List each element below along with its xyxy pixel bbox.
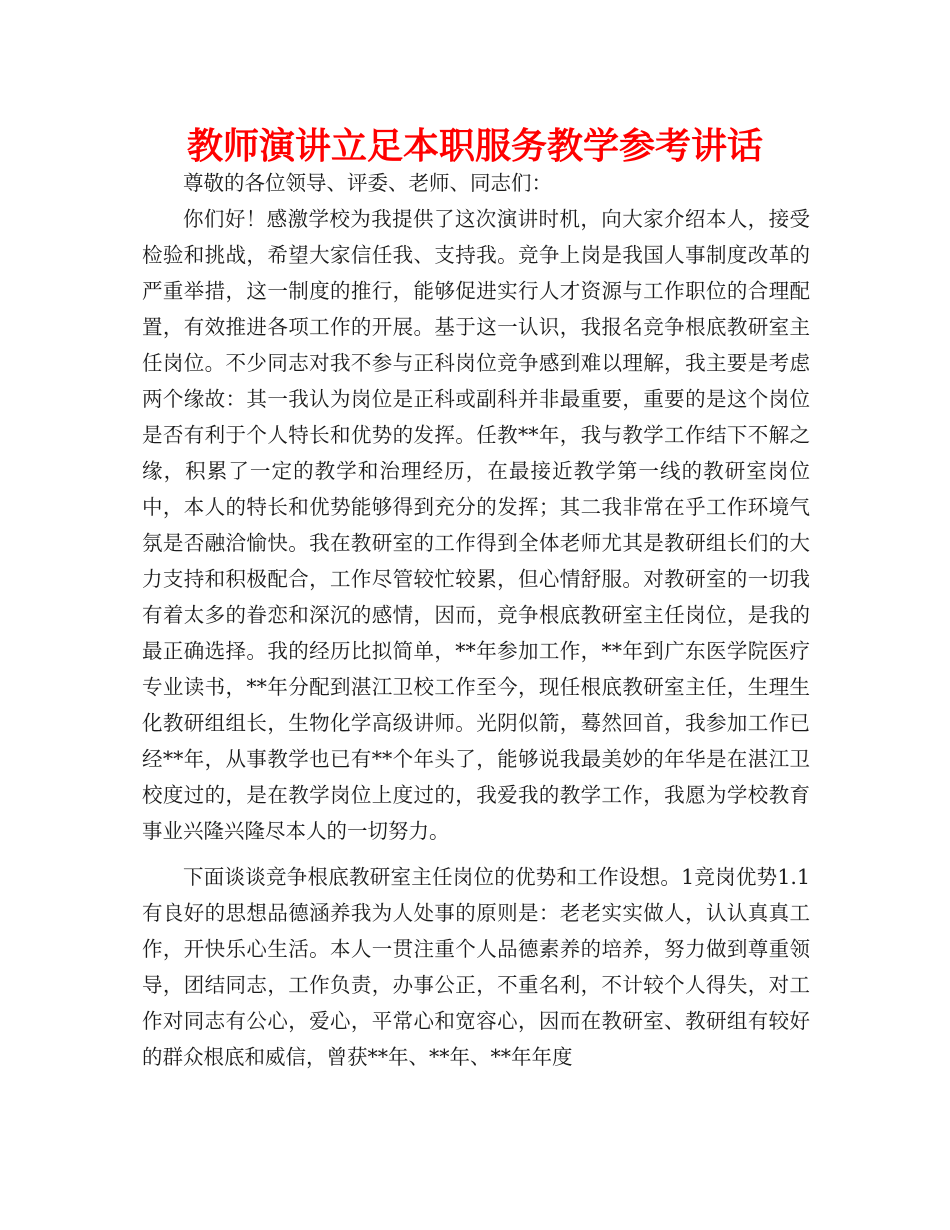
- body-paragraph-1: 你们好！感激学校为我提供了这次演讲时机，向大家介绍本人，接受检验和挑战，希望大家信任我、支持我。竞争上岗是我国人事制度改革的严重举措，这一制度的推行，能够促进实行人才资源与工作职位的合理配置，有效推进各项工作的开展。基于这一认识，我报名竞争根底教研室主任岗位。不少同志对我不参与正科岗位竞争感到难以理解，我主要是考虑两个缘故：其一我认为岗位是正科或副科并非最重要，重要的是这个岗位是否有利于个人特长和优势的发挥。任教**年，我与教学工作结下不解之缘，积累了一定的教学和治理经历，在最接近教学第一线的教研室岗位中，本人的特长和优势能够得到充分的发挥；其二我非常在乎工作环境气氛是否融洽愉快。我在教研室的工作得到全体老师尤其是教研组长们的大力支持和积极配合，工作尽管较忙较累，但心情舒服。对教研室的一切我有着太多的眷恋和深沉的感情，因而，竞争根底教研室主任岗位，是我的最正确选择。我的经历比拟简单，**年参加工作，**年到广东医学院医疗专业读书，**年分配到湛江卫校工作至今，现任根底教研室主任，生理生化教研组组长，生物化学高级讲师。光阴似箭，蓦然回首，我参加工作已经**年，从事教学也已有**个年头了，能够说我最美妙的年华是在湛江卫校度过的，是在教学岗位上度过的，我爱我的教学工作，我愿为学校教育事业兴隆兴隆尽本人的一切努力。: [142, 207, 810, 843]
- body-paragraph-2: 下面谈谈竞争根底教研室主任岗位的优势和工作设想。1竞岗优势1.1有良好的思想品德涵养我为人处事的原则是：老老实实做人，认认真真工作，开快乐心生活。本人一贯注重个人品德素养的培养，努力做到尊重领导，团结同志，工作负责，办事公正，不重名利，不计较个人得失，对工作对同志有公心，爱心，平常心和宽容心，因而在教研室、教研组有较好的群众根底和威信，曾获**年、**年、**年年度: [142, 865, 810, 1069]
- salutation-paragraph: 尊敬的各位领导、评委、老师、同志们：: [183, 171, 552, 195]
- document-body: [142, 165, 810, 1075]
- document-title: 教师演讲立足本职服务教学参考讲话: [186, 126, 763, 167]
